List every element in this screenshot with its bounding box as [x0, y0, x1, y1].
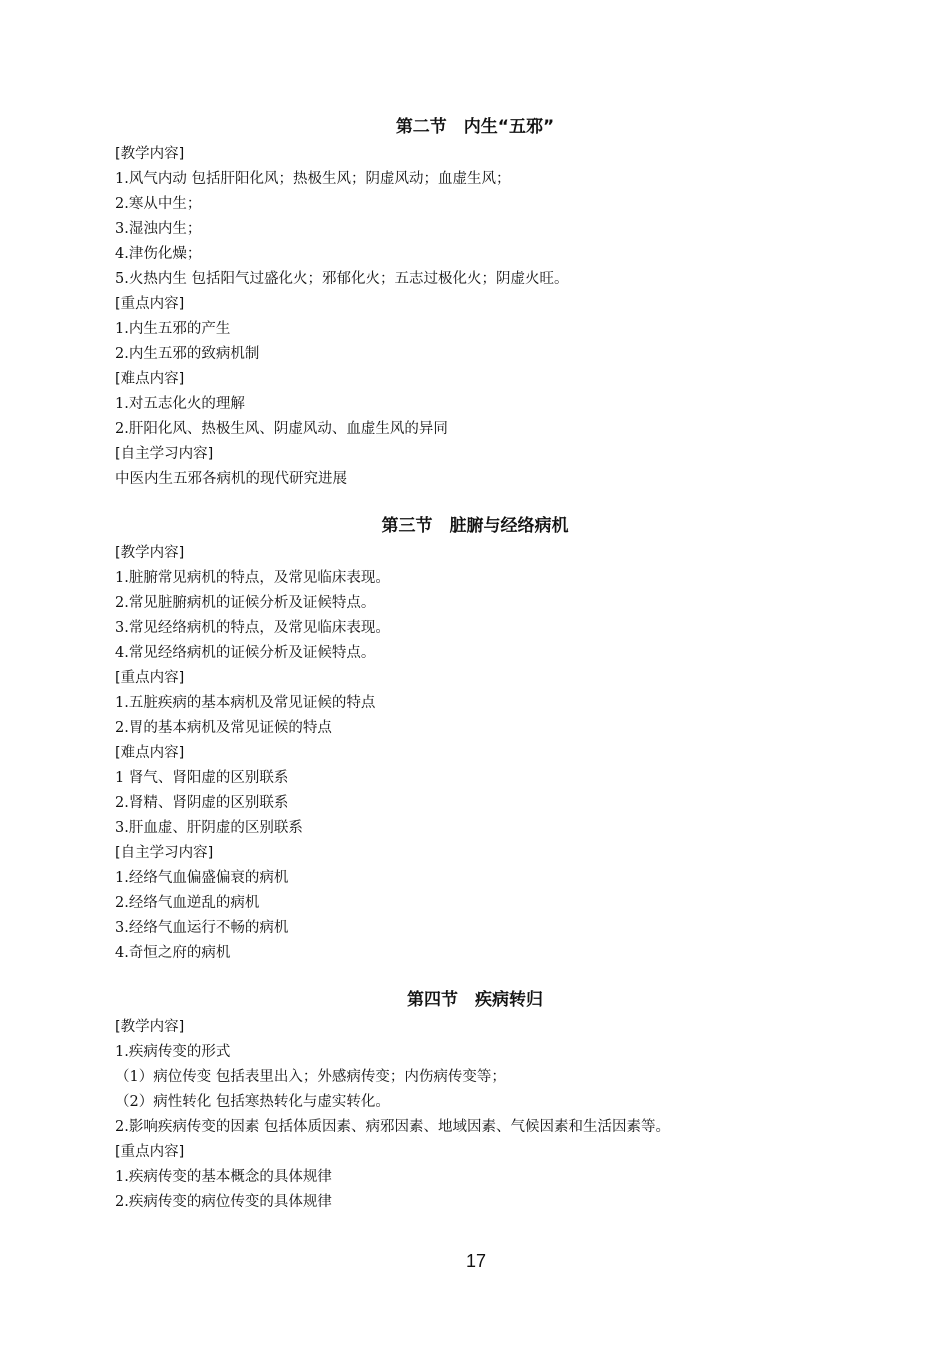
subsection-label: [重点内容]	[115, 296, 185, 312]
section-heading: 第四节 疾病转归	[407, 990, 543, 1010]
content-line: 2.肾精、肾阴虚的区别联系	[115, 795, 289, 811]
content-line: 4.津伤化燥；	[115, 246, 202, 262]
content-line: 3.湿浊内生；	[115, 221, 202, 237]
content-line: 3.常见经络病机的特点，及常见临床表现。	[115, 620, 390, 636]
content-line: 1.对五志化火的理解	[115, 396, 245, 412]
content-line: 2.内生五邪的致病机制	[115, 346, 260, 362]
subsection-label: [重点内容]	[115, 1144, 185, 1160]
content-line: 1.疾病传变的形式	[115, 1044, 231, 1060]
section-neisheng-wuxie	[115, 112, 835, 492]
content-line: 中医内生五邪各病机的现代研究进展	[115, 471, 347, 487]
content-line: 2.胃的基本病机及常见证候的特点	[115, 720, 332, 736]
content-line: 2.寒从中生；	[115, 196, 202, 212]
section-body	[115, 142, 835, 492]
content-line: 1.风气内动 包括肝阳化风；热极生风；阴虚风动；血虚生风；	[115, 171, 511, 187]
subsection-label: [教学内容]	[115, 146, 185, 162]
section-body	[115, 1015, 835, 1215]
subsection-label: [教学内容]	[115, 545, 185, 561]
content-line: 2.影响疾病传变的因素 包括体质因素、病邪因素、地域因素、气候因素和生活因素等。	[115, 1119, 670, 1135]
subsection-label: [自主学习内容]	[115, 446, 214, 462]
page-number: 17	[465, 1251, 487, 1271]
section-jibing-zhuangui	[115, 985, 835, 1215]
section-body	[115, 541, 835, 966]
subsection-label: [重点内容]	[115, 670, 185, 686]
content-line: 1.经络气血偏盛偏衰的病机	[115, 870, 289, 886]
content-line: 2.常见脏腑病机的证候分析及证候特点。	[115, 595, 376, 611]
section-heading: 第二节 内生“五邪”	[395, 117, 555, 137]
content-line: 2.疾病传变的病位传变的具体规律	[115, 1194, 332, 1210]
content-line: 1.脏腑常见病机的特点，及常见临床表现。	[115, 570, 390, 586]
content-line: 4.常见经络病机的证候分析及证候特点。	[115, 645, 376, 661]
subsection-label: [教学内容]	[115, 1019, 185, 1035]
content-line: 5.火热内生 包括阳气过盛化火；邪郁化火；五志过极化火；阴虚火旺。	[115, 271, 569, 287]
content-line: 3.肝血虚、肝阴虚的区别联系	[115, 820, 303, 836]
content-line: 2.肝阳化风、热极生风、阴虚风动、血虚生风的异同	[115, 421, 448, 437]
content-line: 2.经络气血逆乱的病机	[115, 895, 260, 911]
content-line: （2）病性转化 包括寒热转化与虚实转化。	[115, 1094, 390, 1110]
content-line: （1）病位传变 包括表里出入；外感病传变；内伤病传变等；	[115, 1069, 506, 1085]
content-line: 1.内生五邪的产生	[115, 321, 231, 337]
subsection-label: [难点内容]	[115, 371, 185, 387]
subsection-label: [难点内容]	[115, 745, 185, 761]
content-line: 1 肾气、肾阳虚的区别联系	[115, 770, 289, 786]
content-line: 3.经络气血运行不畅的病机	[115, 920, 289, 936]
subsection-label: [自主学习内容]	[115, 845, 214, 861]
content-line: 4.奇恒之府的病机	[115, 945, 231, 961]
content-line: 1.疾病传变的基本概念的具体规律	[115, 1169, 332, 1185]
section-zangfu-jingluo	[115, 511, 835, 966]
section-heading: 第三节 脏腑与经络病机	[381, 516, 569, 536]
content-line: 1.五脏疾病的基本病机及常见证候的特点	[115, 695, 376, 711]
